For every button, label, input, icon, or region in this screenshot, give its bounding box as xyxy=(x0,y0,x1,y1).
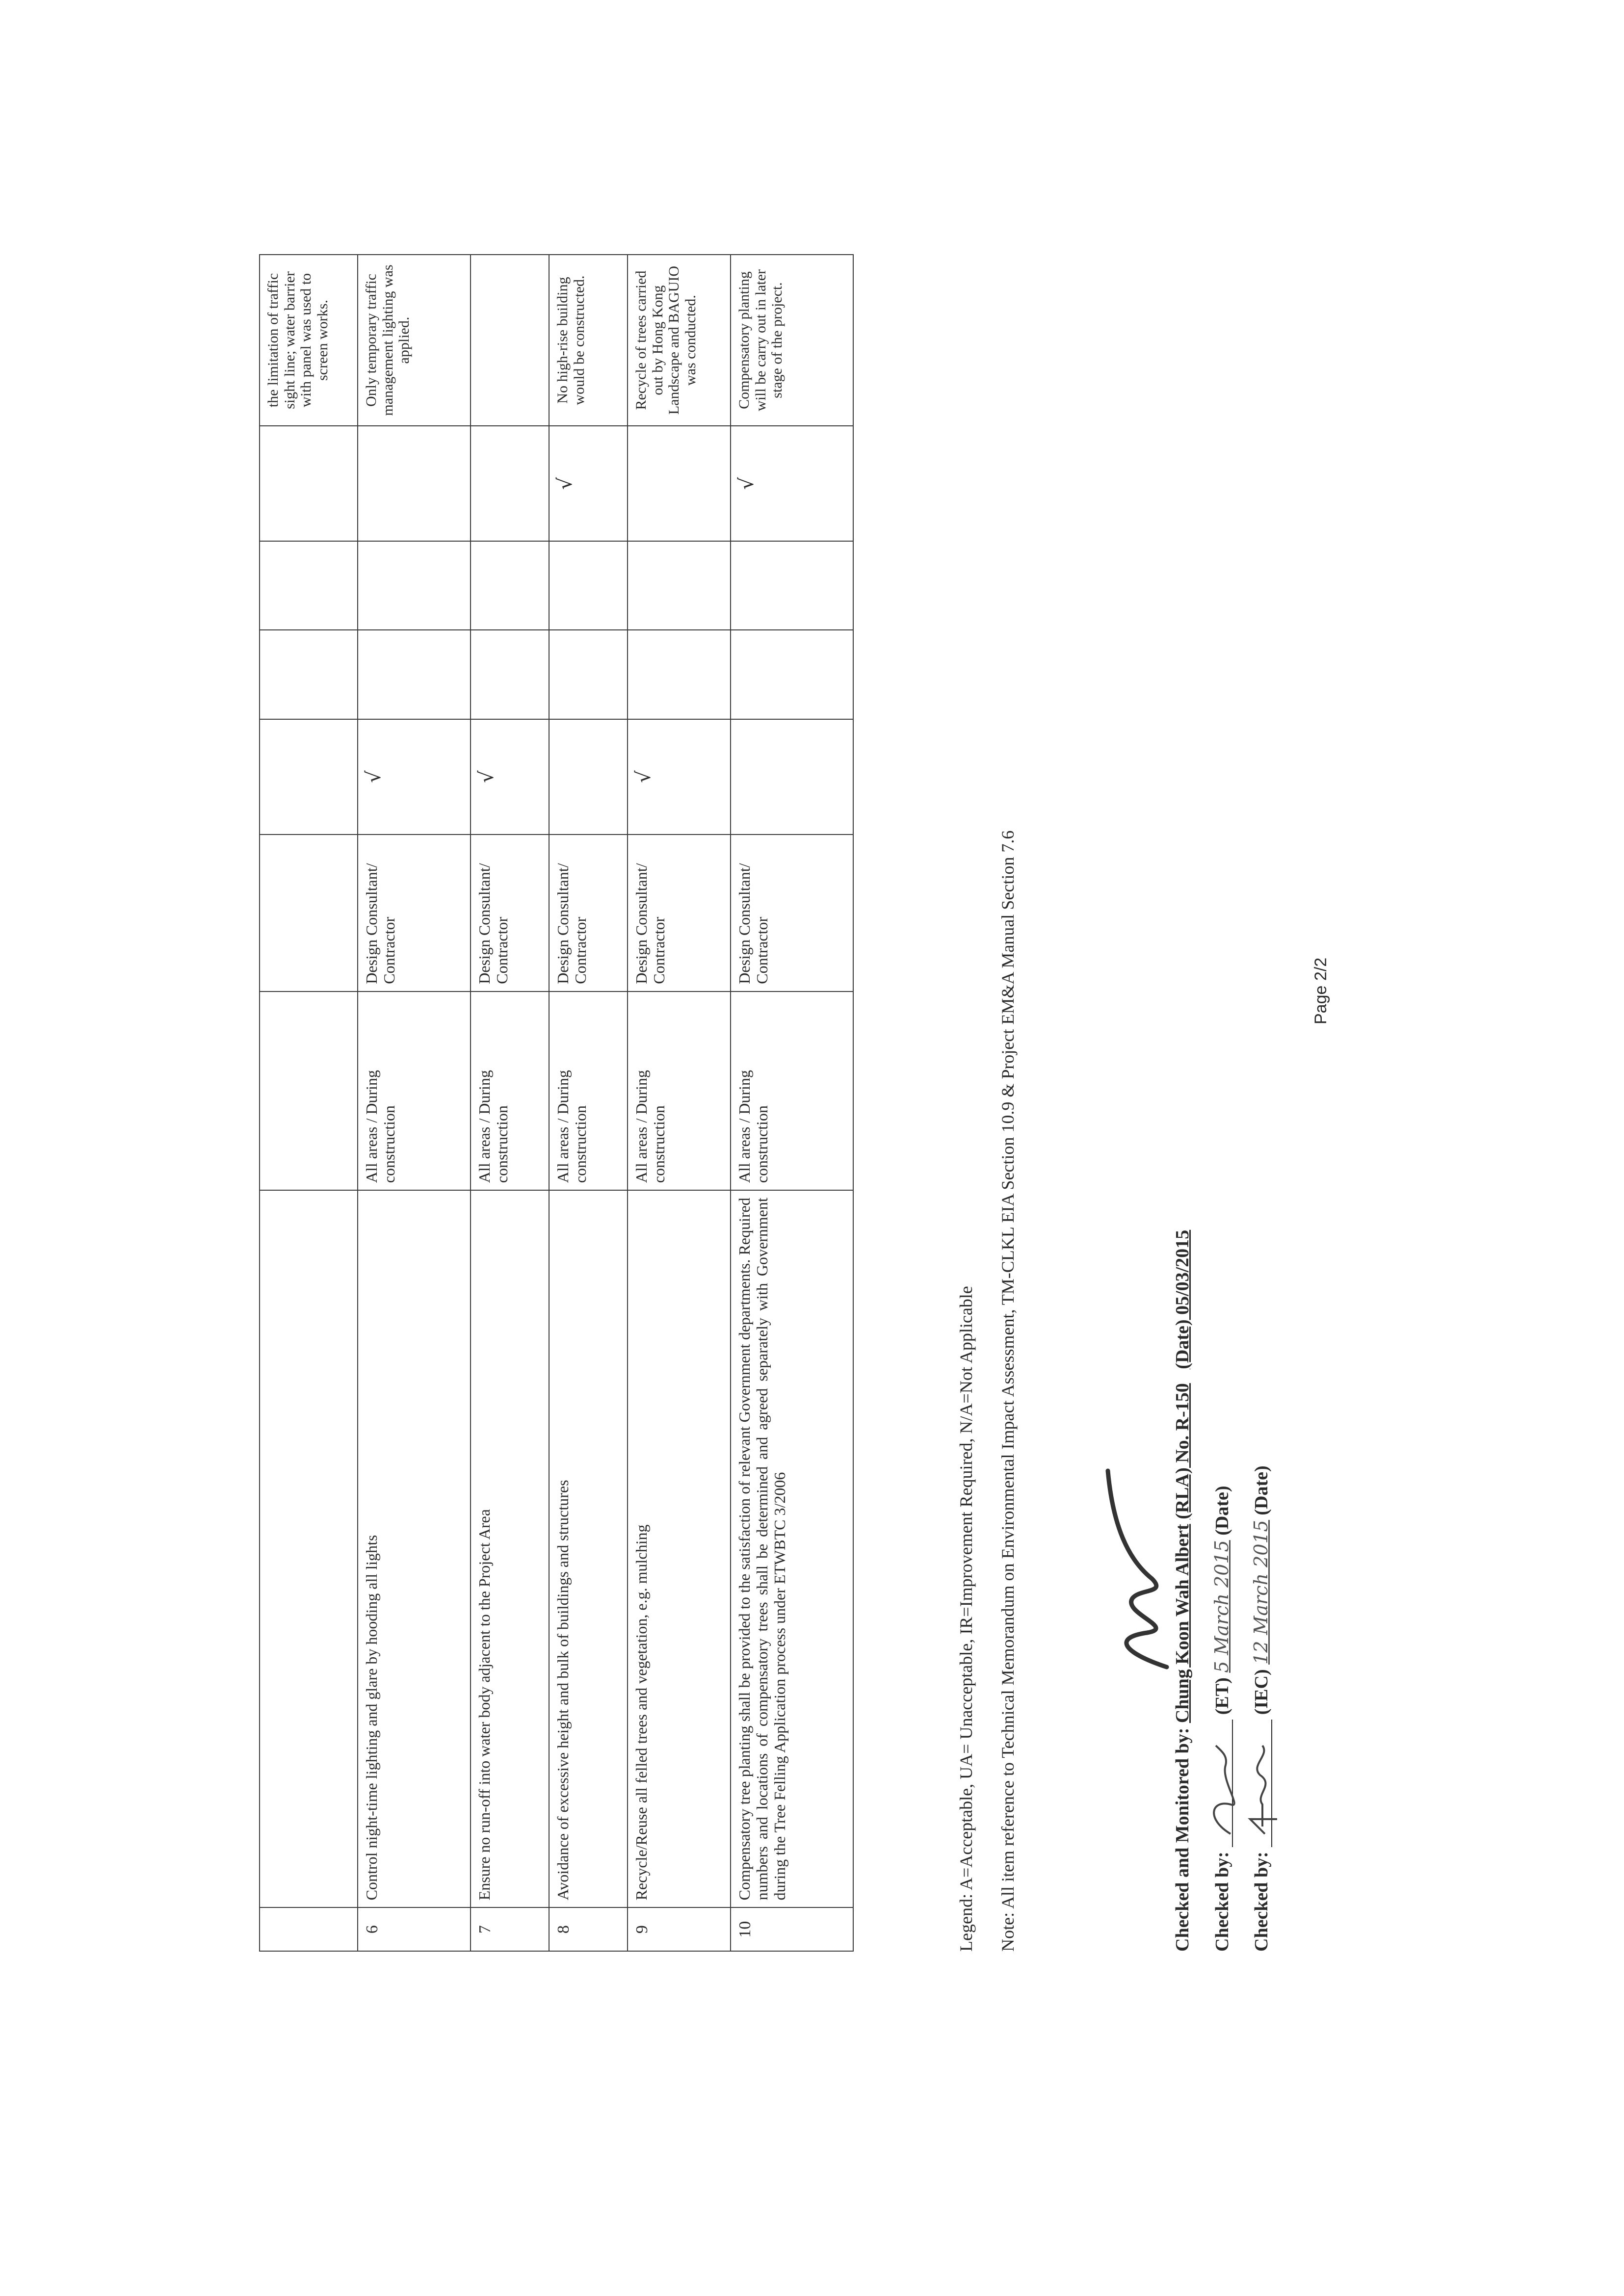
item-number: 8 xyxy=(549,1907,628,1951)
status-not-applicable xyxy=(628,426,731,541)
status-unacceptable xyxy=(358,630,471,719)
iec-date-label: (Date) xyxy=(1251,1465,1272,1515)
mitigation-measure: Avoidance of excessive height and bulk of buildings and structures xyxy=(549,1190,628,1907)
implementation-agent: Design Consultant/ Contractor xyxy=(549,835,628,991)
checked-by-iec-label: Checked by: xyxy=(1251,1852,1272,1952)
status-acceptable xyxy=(260,719,358,835)
remarks: Recycle of trees carried out by Hong Kong Landscape and BAGUIO was conducted. xyxy=(628,255,731,426)
mitigation-measure: Control night-time lighting and glare by hooding all lights xyxy=(358,1190,471,1907)
note-text: Note: All item reference to Technical Memorandum on Environmental Impact Assessment, TM-CLKL EIA Section 10.9 & Project EM&A Manual Section 7.6 xyxy=(998,830,1018,1952)
table-row xyxy=(549,255,628,1951)
status-acceptable: √ xyxy=(628,719,731,835)
checked-by-et-line xyxy=(1211,1486,1233,1952)
mitigation-measure xyxy=(260,1190,358,1907)
location-duration: All areas / During construction xyxy=(471,991,549,1191)
status-not-applicable: √ xyxy=(731,426,853,541)
status-acceptable xyxy=(731,719,853,835)
table-row xyxy=(358,255,471,1951)
status-acceptable: √ xyxy=(358,719,471,835)
iec-role: (IEC) xyxy=(1251,1669,1272,1715)
location-duration: All areas / During construction xyxy=(731,991,853,1191)
et-signature xyxy=(1201,1741,1245,1839)
location-duration: All areas / During construction xyxy=(628,991,731,1191)
remarks xyxy=(471,255,549,426)
status-not-applicable: √ xyxy=(549,426,628,541)
et-role: (ET) xyxy=(1212,1677,1232,1715)
item-number: 6 xyxy=(358,1907,471,1951)
implementation-agent: Design Consultant/ Contractor xyxy=(358,835,471,991)
status-unacceptable xyxy=(260,630,358,719)
page-number: Page 2/2 xyxy=(1311,957,1330,1024)
status-improvement-required xyxy=(471,541,549,630)
item-number: 9 xyxy=(628,1907,731,1951)
iec-handwritten-date: 12 March 2015 xyxy=(1250,1520,1272,1665)
rotated-page-content xyxy=(259,264,1471,1986)
status-acceptable xyxy=(549,719,628,835)
implementation-agent: Design Consultant/ Contractor xyxy=(628,835,731,991)
status-improvement-required xyxy=(628,541,731,630)
mitigation-checklist-table xyxy=(259,254,854,1952)
remarks: Only temporary traffic management lighting was applied. xyxy=(358,255,471,426)
checked-by-iec-line xyxy=(1250,1465,1272,1952)
item-number: 10 xyxy=(731,1907,853,1951)
monitor-date: (Date) 05/03/2015 xyxy=(1172,1229,1193,1369)
remarks: No high-rise building would be constructed. xyxy=(549,255,628,426)
implementation-agent xyxy=(260,835,358,991)
implementation-agent: Design Consultant/ Contractor xyxy=(731,835,853,991)
item-number xyxy=(260,1907,358,1951)
mitigation-measure: Recycle/Reuse all felled trees and vegetation, e.g. mulching xyxy=(628,1190,731,1907)
monitor-name: Chung Koon Wah Albert xyxy=(1172,1524,1193,1723)
status-acceptable: √ xyxy=(471,719,549,835)
checked-by-et-label: Checked by: xyxy=(1212,1852,1232,1952)
status-not-applicable xyxy=(358,426,471,541)
status-improvement-required xyxy=(358,541,471,630)
rla-number: (RLA) No. R-150 xyxy=(1172,1383,1193,1519)
checked-and-monitored-label: Checked and Monitored by: xyxy=(1172,1727,1193,1952)
location-duration: All areas / During construction xyxy=(358,991,471,1191)
et-date-label: (Date) xyxy=(1212,1486,1232,1536)
item-number: 7 xyxy=(471,1907,549,1951)
status-unacceptable xyxy=(628,630,731,719)
table-row xyxy=(471,255,549,1951)
monitor-signature xyxy=(1093,1466,1191,1672)
table-row xyxy=(628,255,731,1951)
status-unacceptable xyxy=(549,630,628,719)
implementation-agent: Design Consultant/ Contractor xyxy=(471,835,549,991)
location-duration: All areas / During construction xyxy=(549,991,628,1191)
status-unacceptable xyxy=(731,630,853,719)
mitigation-measure: Ensure no run-off into water body adjacent to the Project Area xyxy=(471,1190,549,1907)
iec-signature xyxy=(1240,1741,1284,1839)
legend-text: Legend: A=Acceptable, UA= Unacceptable, IR=Improvement Required, N/A=Not Applicable xyxy=(956,1286,976,1952)
table-row xyxy=(731,255,853,1951)
status-unacceptable xyxy=(471,630,549,719)
status-improvement-required xyxy=(731,541,853,630)
status-not-applicable xyxy=(471,426,549,541)
status-improvement-required xyxy=(260,541,358,630)
mitigation-measure: Compensatory tree planting shall be provided to the satisfaction of relevant Government departments. Required numbers and locations of compensatory trees shall be determined and agreed separately with Government during the Tree Felling Application process under ETWBTC 3/2006 xyxy=(731,1190,853,1907)
location-duration xyxy=(260,991,358,1191)
et-handwritten-date: 5 March 2015 xyxy=(1211,1540,1232,1673)
table-row xyxy=(260,255,358,1951)
remarks: Compensatory planting will be carry out in later stage of the project. xyxy=(731,255,853,426)
status-not-applicable xyxy=(260,426,358,541)
remarks: the limitation of traffic sight line; water barrier with panel was used to screen works. xyxy=(260,255,358,426)
status-improvement-required xyxy=(549,541,628,630)
